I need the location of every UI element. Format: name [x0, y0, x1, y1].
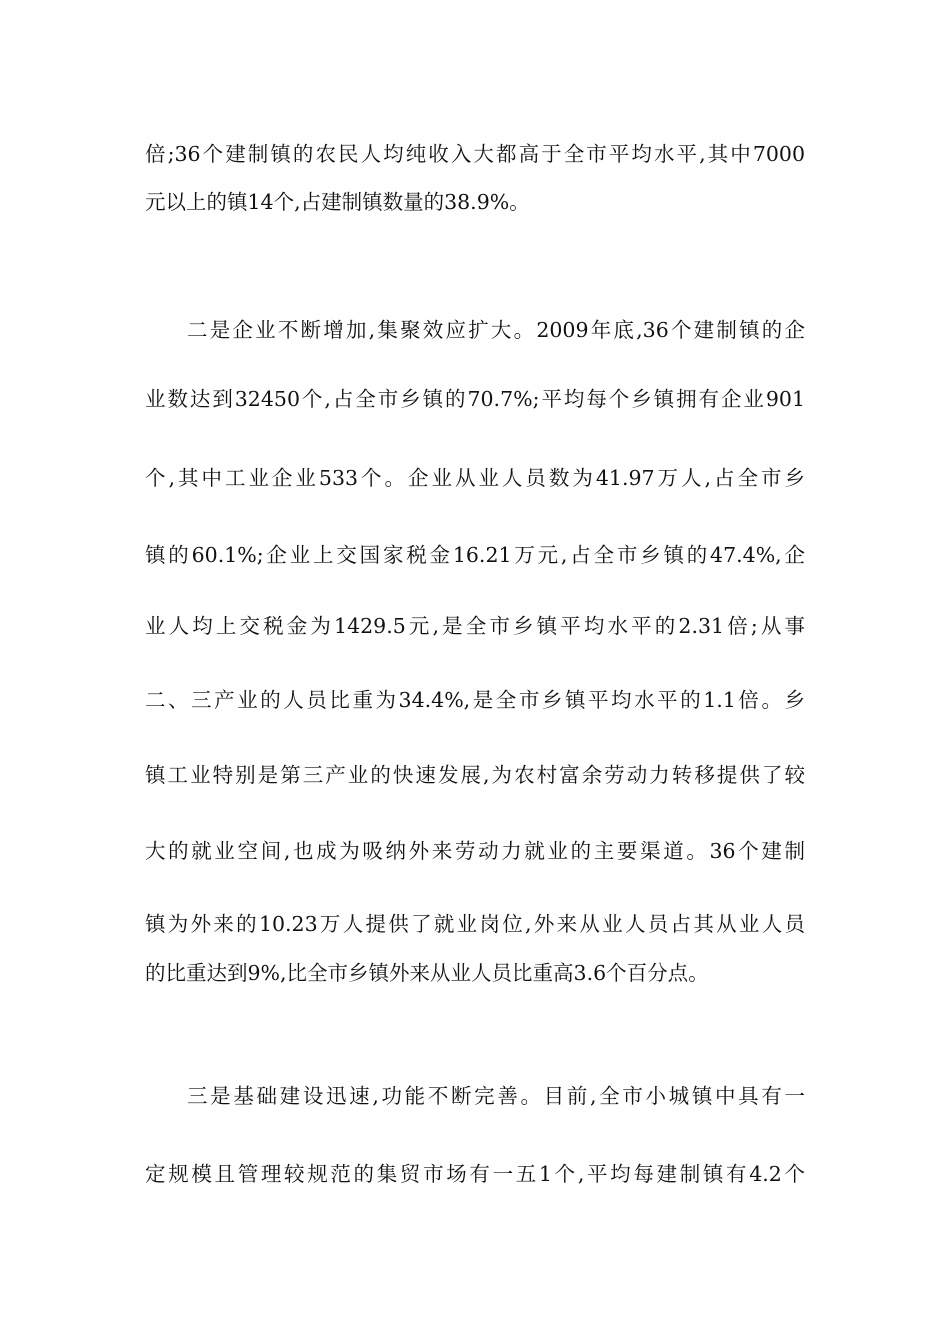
text-line: 个,其中工业企业533个。企业从业人员数为41.97万人,占全市乡	[145, 466, 805, 490]
text-line: 镇的60.1%;企业上交国家税金16.21万元,占全市乡镇的47.4%,企	[145, 543, 805, 567]
text-line: 大的就业空间,也成为吸纳外来劳动力就业的主要渠道。36个建制	[145, 839, 805, 863]
text-line: 业人均上交税金为1429.5元,是全市乡镇平均水平的2.31倍;从事	[145, 614, 805, 638]
text-line: 倍;36个建制镇的农民人均纯收入大都高于全市平均水平,其中7000	[145, 142, 805, 166]
text-line: 业数达到32450个,占全市乡镇的70.7%;平均每个乡镇拥有企业901	[145, 387, 805, 411]
text-line: 元以上的镇14个,占建制镇数量的38.9%。	[145, 190, 530, 214]
text-line: 三是基础建设迅速,功能不断完善。目前,全市小城镇中具有一	[187, 1084, 805, 1108]
text-line: 二、三产业的人员比重为34.4%,是全市乡镇平均水平的1.1倍。乡	[145, 688, 805, 712]
text-line: 二是企业不断增加,集聚效应扩大。2009年底,36个建制镇的企	[187, 318, 805, 342]
text-line: 镇为外来的10.23万人提供了就业岗位,外来从业人员占其从业人员	[145, 912, 805, 936]
text-line: 定规模且管理较规范的集贸市场有一五1个,平均每建制镇有4.2个	[145, 1162, 805, 1186]
text-line: 镇工业特别是第三产业的快速发展,为农村富余劳动力转移提供了较	[145, 763, 805, 787]
text-line: 的比重达到9%,比全市乡镇外来从业人员比重高3.6个百分点。	[145, 961, 709, 985]
